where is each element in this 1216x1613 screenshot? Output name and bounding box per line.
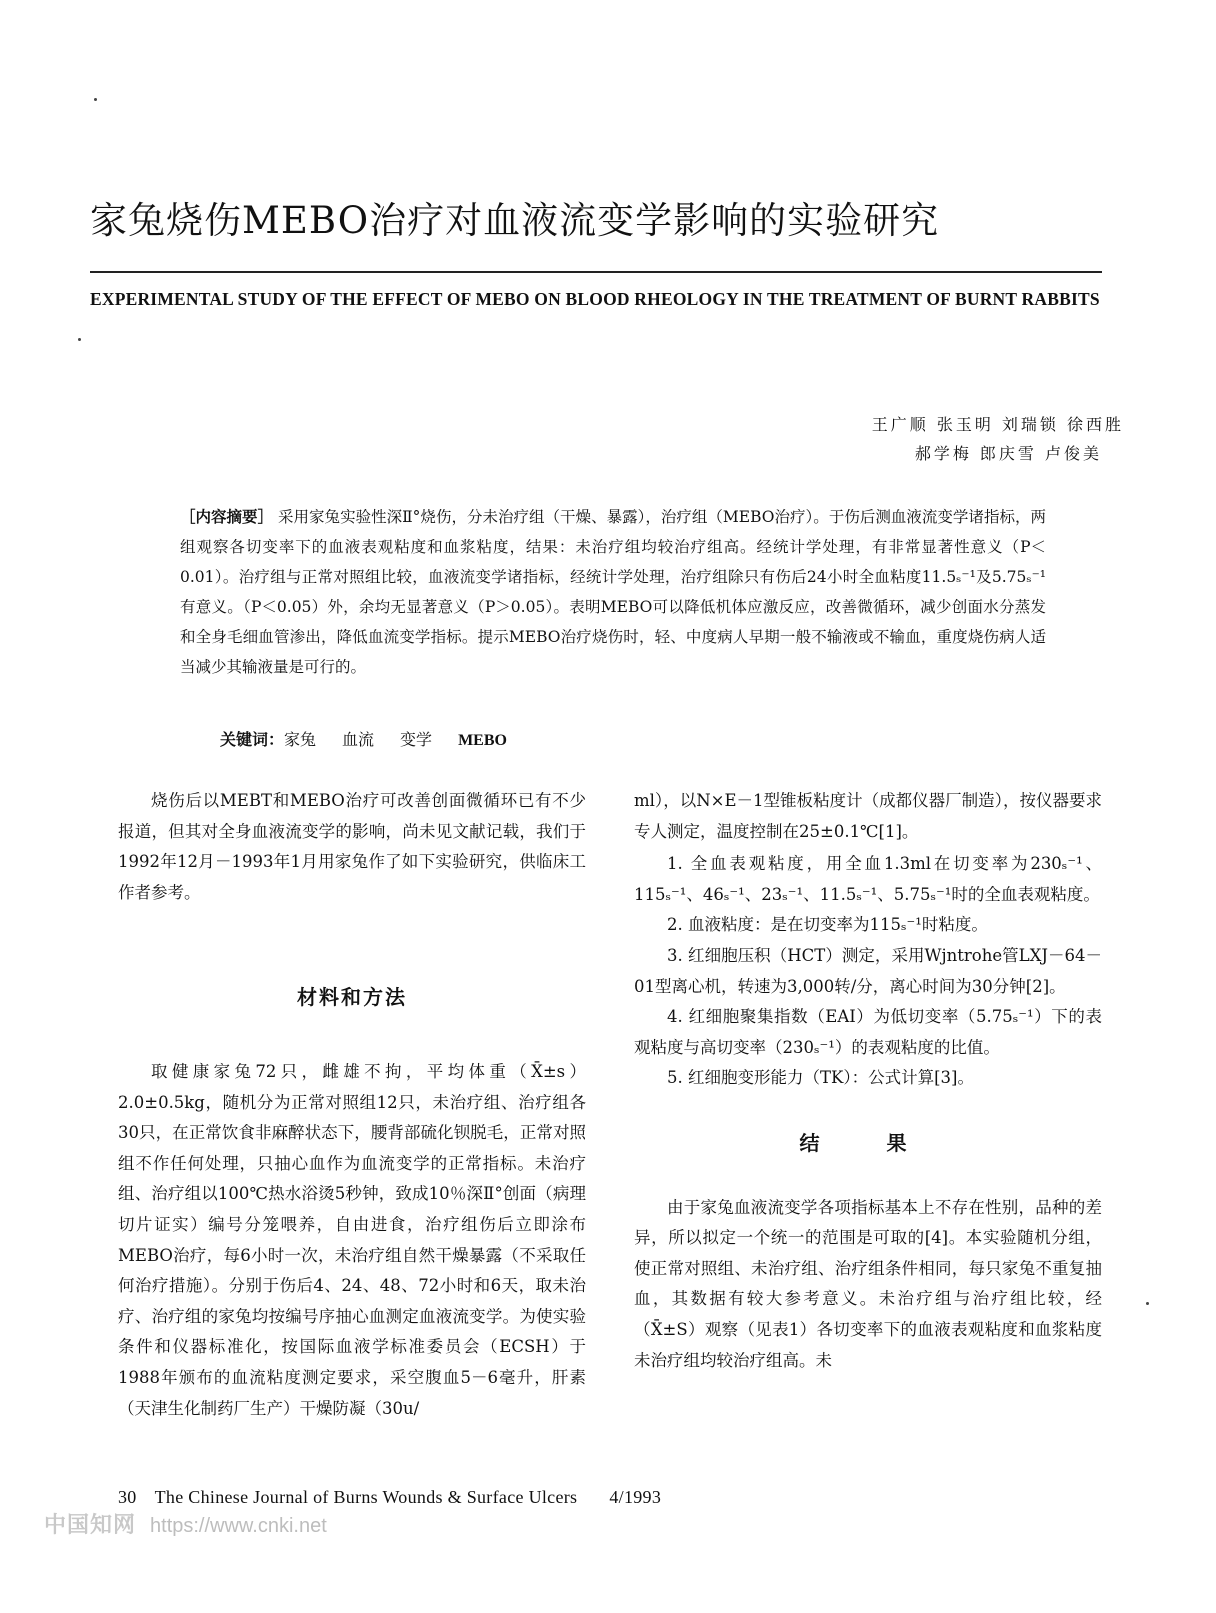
method-item-2: 2. 血液粘度：是在切变率为115ₛ⁻¹时粘度。 [667,915,988,935]
authors-line-2: 郝学梅 郎庆雪 卢俊美 [914,444,1102,463]
keywords-label: 关键词： [220,730,285,749]
left-column [118,786,586,1424]
scan-speck [1146,1302,1149,1305]
intro-paragraph: 烧伤后以MEBT和MEBO治疗可改善创面微循环已有不少报道，但其对全身血液流变学的影响，尚未见文献记载，我们于1992年12月－1993年1月用家兔作了如下实验研究，供临床工作者参考。 [118,791,586,902]
right-column [634,786,1102,1376]
scan-speck [78,338,81,341]
methods-continued: ml），以N×E－1型锥板粘度计（成都仪器厂制造），按仪器要求专人测定，温度控制在25±0.1℃[1]。 [634,791,1102,841]
section-title-methods: 材料和方法 [297,985,407,1010]
page-number: 30 [118,1487,137,1507]
method-item-1: 1. 全血表观粘度，用全血1.3ml在切变率为230ₛ⁻¹、115ₛ⁻¹、46ₛ⁻¹、23ₛ⁻¹、11.5ₛ⁻¹、5.75ₛ⁻¹时的全血表观粘度。 [634,854,1102,904]
authors-line-1: 王广顺 张玉明 刘瑞锁 徐西胜 [871,415,1124,434]
keyword: 血流 [342,730,375,749]
keyword: MEBO [458,732,507,749]
title-en: EXPERIMENTAL STUDY OF THE EFFECT OF MEBO ON BLOOD RHEOLOGY IN THE TREATMENT OF BURNT RABBITS [90,289,1100,309]
scan-speck [94,98,97,101]
keyword: 家兔 [284,730,317,749]
title-rule [90,271,1102,273]
section-title-results: 结 果 [799,1130,937,1155]
method-item-3: 3. 红细胞压积（HCT）测定，采用Wjntrohe管LXJ－64－01型离心机，转速为3,000转/分，离心时间为30分钟[2]。 [634,945,1102,996]
abstract [180,502,1046,682]
method-item-4: 4. 红细胞聚集指数（EAI）为低切变率（5.75ₛ⁻¹）下的表观粘度与高切变率（230ₛ⁻¹）的表观粘度的比值。 [634,1007,1102,1057]
cnki-watermark [44,1508,327,1539]
author-list [872,410,1124,468]
title-cn: 家兔烧伤MEBO治疗对血液流变学影响的实验研究 [90,199,940,242]
journal-name: The Chinese Journal of Burns Wounds & Surface Ulcers [154,1487,578,1507]
keyword: 变学 [400,730,433,749]
cnki-url: https://www.cnki.net [150,1515,327,1537]
methods-paragraph: 取健康家兔72只，雌雄不拘，平均体重（X̄±s）2.0±0.5kg，随机分为正常对照组12只，未治疗组、治疗组各30只，在正常饮食非麻醉状态下，腰背部硫化钡脱毛，正常对照组不作任何处理，只抽心血作为血流变学的正常指标。未治疗组、治疗组以100℃热水浴烫5秒钟，致成10％深Ⅱ°创面（病理切片证实）编号分笼喂养，自由进食，治疗组伤后立即涂布MEBO治疗，每6小时一次，未治疗组自然干燥暴露（不采取任何治疗措施）。分别于伤后4、24、48、72小时和6天，取未治疗、治疗组的家兔均按编号序抽心血测定血液流变学。为使实验条件和仪器标准化，按国际血液学标准委员会（ECSH）于1988年颁布的血流粘度测定要求，采空腹血5－6毫升，肝素（天津生化制药厂生产）干燥防凝（30u/ [118,1061,586,1418]
cnki-logo: 中国知网 [44,1512,137,1537]
results-paragraph: 由于家兔血液流变学各项指标基本上不存在性别，品种的差异，所以拟定一个统一的范围是可取的[4]。本实验随机分组，使正常对照组、未治疗组、治疗组条件相同，每只家兔不重复抽血，其数据有较大参考意义。未治疗组与治疗组比较，经（X̄±S）观察（见表1）各切变率下的血液表观粘度和血浆粘度未治疗组均较治疗组高。未 [634,1197,1102,1370]
abstract-label: ［内容摘要］ [180,507,274,526]
abstract-text: 采用家兔实验性深Ⅱ°烧伤，分未治疗组（干燥、暴露），治疗组（MEBO治疗）。于伤后测血液流变学诸指标，两组观察各切变率下的血液表观粘度和血浆粘度，结果：未治疗组均较治疗组高。经统计学处理，有非常显著性意义（P＜0.01）。治疗组与正常对照组比较，血液流变学诸指标，经统计学处理，治疗组除只有伤后24小时全血粘度11.5ₛ⁻¹及5.75ₛ⁻¹有意义。（P＜0.05）外，余均无显著意义（P＞0.05）。表明MEBO可以降低机体应激反应，改善微循环，减少创面水分蒸发和全身毛细血管渗出，降低血流变学指标。提示MEBO治疗烧伤时，轻、中度病人早期一般不输液或不输血，重度烧伤病人适当减少其输液量是可行的。 [180,508,1046,676]
issue-date: 4/1993 [609,1487,662,1507]
page-footer [118,1487,679,1508]
keywords [220,726,533,755]
method-item-5: 5. 红细胞变形能力（TK）：公式计算[3]。 [667,1068,974,1088]
